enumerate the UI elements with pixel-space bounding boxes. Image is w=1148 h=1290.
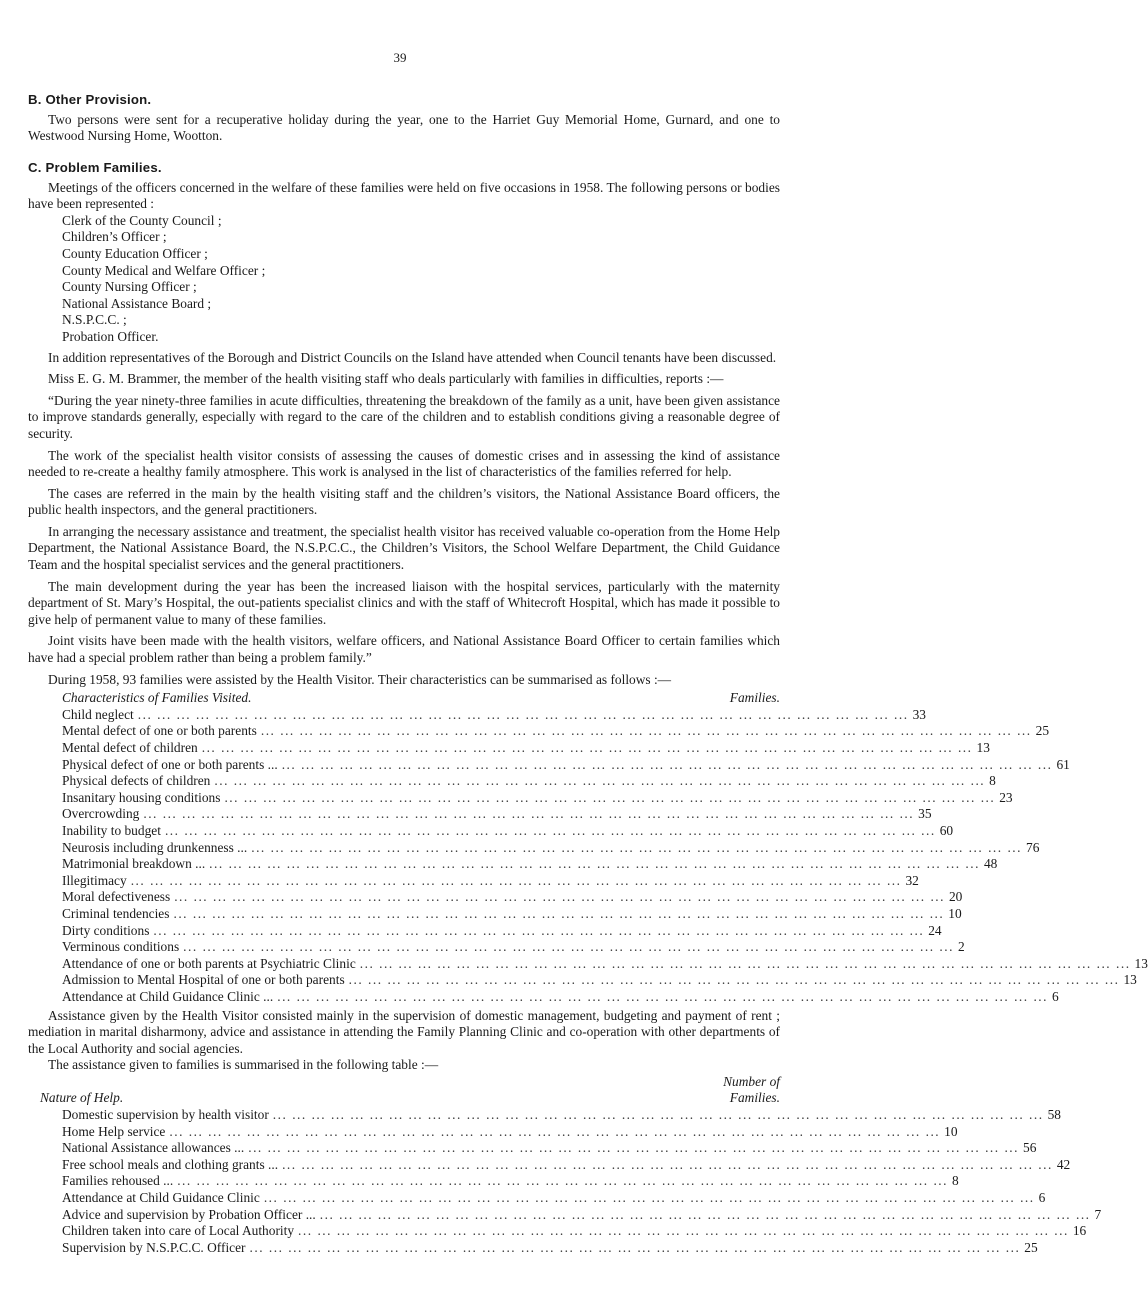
list-item: County Education Officer ; [62,245,208,261]
dot-leader: ... ... ... ... ... ... ... ... ... ... ... ... ... ... ... ... ... ... ... ... ... ... ... ... ... ... ... ... ... ... ... ... ... ... ... ... ... ... ... ... [298,1223,1069,1239]
row-value: 23 [999,789,1013,805]
row-label: Overcrowding [62,806,140,822]
table-row [28,706,926,724]
row-value: 35 [918,806,932,822]
dot-leader: ... ... ... ... ... ... ... ... ... ... ... ... ... ... ... ... ... ... ... ... ... ... ... ... ... ... ... ... ... ... ... ... ... ... ... ... ... ... ... ... [359,955,1131,971]
row-value: 76 [1026,839,1040,855]
table-row [28,756,1070,774]
table-title: Characteristics of Families Visited. [62,690,252,706]
list-item: Clerk of the County Council ; [62,212,222,228]
paragraph: During 1958, 93 families were assisted by the Health Visitor. Their characteristics can be summarised as follows :— [48,671,672,687]
row-label: Admission to Mental Hospital of one or both parents [62,972,345,988]
row-label: Inability to budget [62,822,161,838]
row-label: Attendance of one or both parents at Psychiatric Clinic [62,955,356,971]
dot-leader: ... ... ... ... ... ... ... ... ... ... ... ... ... ... ... ... ... ... ... ... ... ... ... ... ... ... ... ... ... ... ... ... ... ... ... ... ... ... ... ... [164,822,936,838]
table-row [28,773,996,790]
row-value: 6 [1038,1190,1046,1206]
row-label: Advice and supervision by Probation Officer ... [62,1206,316,1222]
page-number: 39 [393,50,407,65]
section-b-paragraph: Two persons were sent for a recuperative holiday during the year, one to the Harriet Guy Memorial Home, Gurnard, and one to Westwood Nursing Home, Wootton. [28,111,780,144]
list-item: County Nursing Officer ; [62,279,197,295]
dot-leader: ... ... ... ... ... ... ... ... ... ... ... ... ... ... ... ... ... ... ... ... ... ... ... ... ... ... ... ... ... ... ... ... ... ... ... ... ... ... ... ... [169,1123,941,1139]
paragraph: The assistance given to families is summarised in the following table :— [48,1057,439,1073]
row-value: 2 [957,939,965,955]
dot-leader: ... ... ... ... ... ... ... ... ... ... ... ... ... ... ... ... ... ... ... ... ... ... ... ... ... ... ... ... ... ... ... ... ... ... ... ... ... ... ... ... [183,939,954,955]
row-label: Physical defects of children [62,773,211,789]
row-label: Criminal tendencies [62,905,170,921]
dot-leader: ... ... ... ... ... ... ... ... ... ... ... ... ... ... ... ... ... ... ... ... ... ... ... ... ... ... ... ... ... ... ... ... ... ... ... ... ... ... ... ... [281,756,1053,772]
dot-leader: ... ... ... ... ... ... ... ... ... ... ... ... ... ... ... ... ... ... ... ... ... ... ... ... ... ... ... ... ... ... ... ... ... ... ... ... ... ... ... ... [277,988,1048,1004]
nature-of-help-table [28,1073,1102,1257]
row-label: Home Help service [62,1123,166,1139]
row-label: Child neglect [62,706,134,722]
dot-leader: ... ... ... ... ... ... ... ... ... ... ... ... ... ... ... ... ... ... ... ... ... ... ... ... ... ... ... ... ... ... ... ... ... ... ... ... ... ... ... ... [224,789,996,805]
paragraph: The work of the specialist health visitor consists of assessing the causes of domestic crises and in assessing the kind of assistance needed to re-create a healthy family atmosphere. This work is analysed in the list of characteristics of the families referred for help. [28,447,780,480]
row-value: 13 [1123,972,1137,988]
row-value: 13 [976,740,990,755]
paragraph: Assistance given by the Health Visitor consisted mainly in the supervision of domestic management, budgeting and payment of rent ; mediation in marital disharmony, advice and assistance in attending the Family Planning Clinic and co-operation with other departments of the Local Authority and social agencies. [28,1007,780,1056]
row-value: 61 [1056,756,1070,772]
table-row [28,1239,1038,1257]
table-row [28,905,962,923]
row-label: National Assistance allowances ... [62,1140,245,1156]
table-row [28,740,990,757]
row-value: 48 [983,856,998,872]
paragraph: In addition representatives of the Borough and District Councils on the Island have attended when Council tenants have been discussed. [48,349,777,365]
row-label: Attendance at Child Guidance Clinic [62,1190,260,1206]
column-header [723,1074,780,1107]
column-header-line: Number of [723,1073,780,1089]
list-item: National Assistance Board ; [62,295,212,311]
list-item: N.S.P.C.C. ; [62,312,127,328]
paragraph: Joint visits have been made with the health visitors, welfare officers, and National Assistance Board Officer to certain families which have had a special problem rather than being a problem family.” [28,633,780,666]
row-label: Physical defect of one or both parents ... [62,756,278,772]
characteristics-table [28,690,1148,1005]
row-label: Supervision by N.S.P.C.C. Officer [62,1239,246,1255]
list-item: Children’s Officer ; [62,229,167,245]
row-value: 42 [1056,1156,1071,1172]
paragraph: “During the year ninety-three families in acute difficulties, threatening the breakdown of the family as a unit, have been given assistance to improve standards generally, especially with regard to the care of the children and to establish conditions giving a reasonable degree of security. [28,392,780,441]
dot-leader: ... ... ... ... ... ... ... ... ... ... ... ... ... ... ... ... ... ... ... ... ... ... ... ... ... ... ... ... ... ... ... ... ... ... ... ... ... ... ... ... [201,740,973,755]
table-row [28,1173,959,1190]
table-row [28,1140,1037,1157]
table-row [28,1223,1087,1240]
table-row [28,822,954,840]
table-row [28,889,963,906]
row-value: 8 [989,773,996,789]
row-label: Neurosis including drunkenness ... [62,839,248,855]
row-value: 7 [1094,1206,1102,1222]
row-value: 25 [1024,1239,1038,1255]
dot-leader: ... ... ... ... ... ... ... ... ... ... ... ... ... ... ... ... ... ... ... ... ... ... ... ... ... ... ... ... ... ... ... ... ... ... ... ... ... ... ... ... [272,1107,1044,1123]
dot-leader: ... ... ... ... ... ... ... ... ... ... ... ... ... ... ... ... ... ... ... ... ... ... ... ... ... ... ... ... ... ... ... ... ... ... ... ... ... ... ... ... [214,773,986,789]
row-value: 20 [948,889,963,905]
list-item: County Medical and Welfare Officer ; [62,262,266,278]
row-label: Domestic supervision by health visitor [62,1107,269,1123]
row-label: Attendance at Child Guidance Clinic ... [62,988,274,1004]
paragraph: Miss E. G. M. Brammer, the member of the health visiting staff who deals particularly with families in difficulties, reports :— [48,371,724,387]
row-label: Moral defectiveness [62,889,171,905]
row-label: Families rehoused ... [62,1173,174,1189]
table-row [28,1123,958,1141]
dot-leader: ... ... ... ... ... ... ... ... ... ... ... ... ... ... ... ... ... ... ... ... ... ... ... ... ... ... ... ... ... ... ... ... ... ... ... ... ... ... ... ... [177,1173,948,1189]
row-value: 6 [1052,988,1059,1004]
table-row [28,1107,1061,1124]
table-row [28,839,1040,857]
table-row [28,789,1013,807]
dot-leader: ... ... ... ... ... ... ... ... ... ... ... ... ... ... ... ... ... ... ... ... ... ... ... ... ... ... ... ... ... ... ... ... ... ... ... ... ... ... ... ... [251,839,1022,855]
dot-leader: ... ... ... ... ... ... ... ... ... ... ... ... ... ... ... ... ... ... ... ... ... ... ... ... ... ... ... ... ... ... ... ... ... ... ... ... ... ... ... ... [348,972,1120,988]
row-label: Children taken into care of Local Authority [62,1223,295,1239]
row-label: Free school meals and clothing grants ... [62,1156,279,1172]
dot-leader: ... ... ... ... ... ... ... ... ... ... ... ... ... ... ... ... ... ... ... ... ... ... ... ... ... ... ... ... ... ... ... ... ... ... ... ... ... ... ... ... [260,723,1032,739]
row-value: 25 [1035,723,1050,739]
row-label: Insanitary housing conditions [62,789,221,805]
row-label: Mental defect of one or both parents [62,723,257,739]
table-row [28,806,932,823]
row-value: 60 [939,822,954,838]
row-value: 24 [928,922,942,938]
table-row [28,723,1050,740]
row-label: Dirty conditions [62,922,150,938]
dot-leader: ... ... ... ... ... ... ... ... ... ... ... ... ... ... ... ... ... ... ... ... ... ... ... ... ... ... ... ... ... ... ... ... ... ... ... ... ... ... ... ... [174,889,945,905]
dot-leader: ... ... ... ... ... ... ... ... ... ... ... ... ... ... ... ... ... ... ... ... ... ... ... ... ... ... ... ... ... ... ... ... ... ... ... ... ... ... ... ... [319,1206,1091,1222]
paragraph: The cases are referred in the main by the health visiting staff and the children’s visitors, the National Assistance Board officers, the public health inspectors, and the general practitioners. [28,485,780,518]
paragraph: The main development during the year has been the increased liaison with the hospital services, particularly with the maternity department of St. Mary’s Hospital, the out-patients specialist clinics and with the staff of Whitecroft Hospital, which has made it possible to give help of permanent value to many of these families. [28,578,780,627]
table-row [28,972,1137,989]
section-c-heading: C. Problem Families. [28,160,162,175]
table-row [28,1206,1102,1224]
section-b-heading: B. Other Provision. [28,92,152,107]
column-header: Families. [729,690,780,706]
table-row [28,922,942,940]
section-b [28,92,780,145]
represented-persons-list [28,213,780,346]
table-row [28,856,998,873]
dot-leader: ... ... ... ... ... ... ... ... ... ... ... ... ... ... ... ... ... ... ... ... ... ... ... ... ... ... ... ... ... ... ... ... ... ... ... ... ... ... ... ... [130,872,902,888]
section-c-intro: Meetings of the officers concerned in the welfare of these families were held on five occasions in 1958. The following persons or bodies have been represented : [28,179,780,212]
dot-leader: ... ... ... ... ... ... ... ... ... ... ... ... ... ... ... ... ... ... ... ... ... ... ... ... ... ... ... ... ... ... ... ... ... ... ... ... ... ... ... ... [153,922,925,938]
row-value: 13 [1134,955,1148,971]
row-value: 56 [1023,1140,1037,1156]
row-value: 58 [1047,1107,1061,1123]
table-row [28,1156,1071,1174]
row-value: 10 [944,1123,958,1139]
dot-leader: ... ... ... ... ... ... ... ... ... ... ... ... ... ... ... ... ... ... ... ... ... ... ... ... ... ... ... ... ... ... ... ... ... ... ... ... ... ... ... ... [249,1239,1021,1255]
table-title: Nature of Help. [40,1090,124,1106]
table-row [28,1190,1046,1207]
table-row [28,988,1059,1006]
table-header [28,690,780,707]
row-value: 10 [948,905,962,921]
dot-leader: ... ... ... ... ... ... ... ... ... ... ... ... ... ... ... ... ... ... ... ... ... ... ... ... ... ... ... ... ... ... ... ... ... ... ... ... ... ... ... ... [209,856,980,872]
row-label: Illegitimacy [62,872,127,888]
paragraph: In arranging the necessary assistance and treatment, the specialist health visitor has received valuable co-operation from the Home Help Department, the National Assistance Board, the N.S.P.C.C., the Children’s Visitors, the School Welfare Department, the Child Guidance Team and the hospital specialist services and the general practitioners. [28,523,780,573]
column-header-line: Families. [729,1090,780,1106]
table-row [28,872,919,890]
row-label: Mental defect of children [62,740,198,755]
table-row [28,939,965,956]
dot-leader: ... ... ... ... ... ... ... ... ... ... ... ... ... ... ... ... ... ... ... ... ... ... ... ... ... ... ... ... ... ... ... ... ... ... ... ... ... ... ... ... [263,1190,1035,1206]
row-value: 32 [905,872,919,888]
table-row [28,955,1148,973]
row-value: 8 [951,1173,959,1189]
section-c [28,160,1148,1256]
dot-leader: ... ... ... ... ... ... ... ... ... ... ... ... ... ... ... ... ... ... ... ... ... ... ... ... ... ... ... ... ... ... ... ... ... ... ... ... ... ... ... ... [137,706,909,722]
list-item: Probation Officer. [62,328,159,344]
row-label: Matrimonial breakdown ... [62,856,206,872]
row-value: 33 [912,706,926,722]
dot-leader: ... ... ... ... ... ... ... ... ... ... ... ... ... ... ... ... ... ... ... ... ... ... ... ... ... ... ... ... ... ... ... ... ... ... ... ... ... ... ... ... [173,905,945,921]
dot-leader: ... ... ... ... ... ... ... ... ... ... ... ... ... ... ... ... ... ... ... ... ... ... ... ... ... ... ... ... ... ... ... ... ... ... ... ... ... ... ... ... [248,1140,1019,1156]
table-header [28,1074,780,1107]
row-label: Verminous conditions [62,939,180,955]
dot-leader: ... ... ... ... ... ... ... ... ... ... ... ... ... ... ... ... ... ... ... ... ... ... ... ... ... ... ... ... ... ... ... ... ... ... ... ... ... ... ... ... [282,1156,1053,1172]
row-value: 16 [1072,1223,1087,1239]
dot-leader: ... ... ... ... ... ... ... ... ... ... ... ... ... ... ... ... ... ... ... ... ... ... ... ... ... ... ... ... ... ... ... ... ... ... ... ... ... ... ... ... [143,806,915,822]
